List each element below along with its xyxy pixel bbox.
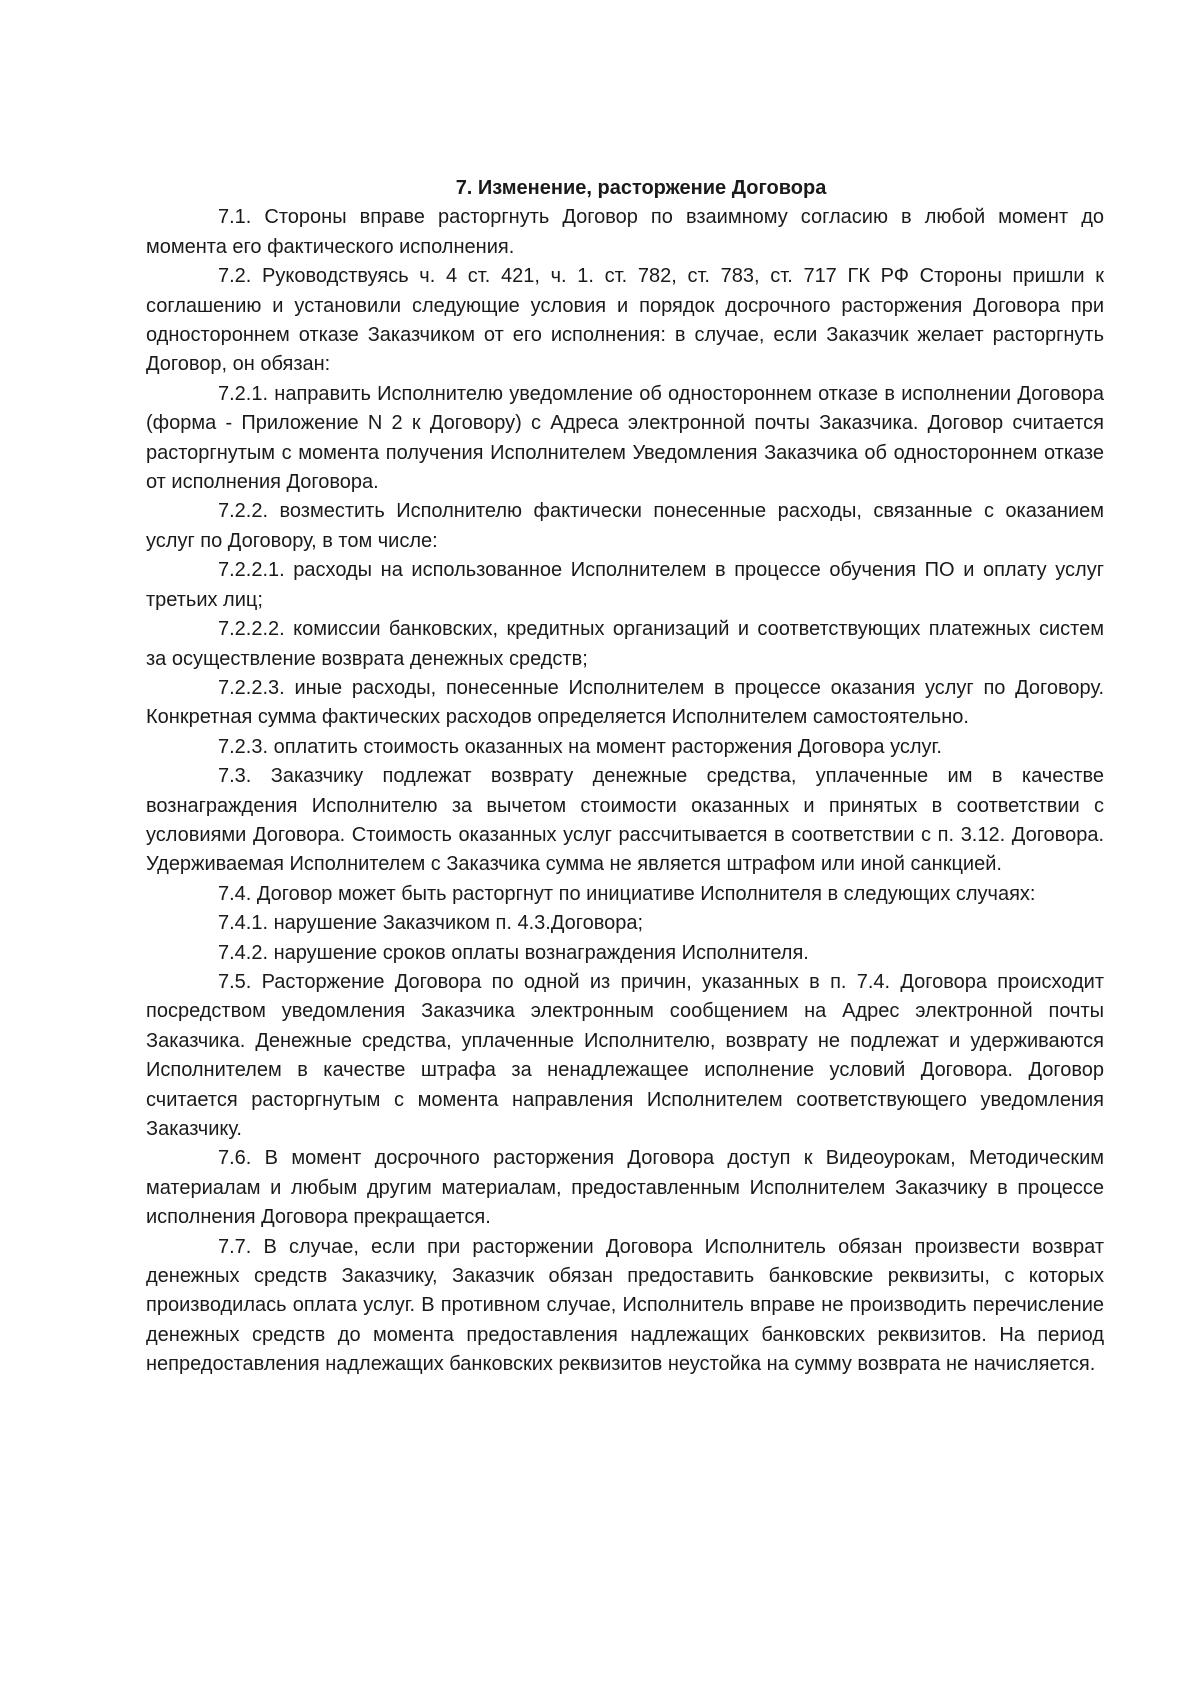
clause-7-2-2-3: 7.2.2.3. иные расходы, понесенные Исполнителем в процессе оказания услуг по Договору. Конкретная сумма фактических расходов определяется Исполнителем самостоятельно.	[146, 676, 1104, 729]
clause-7-7: 7.7. В случае, если при расторжении Договора Исполнитель обязан произвести возврат денежных средств Заказчику, Заказчик обязан предоставить банковские реквизиты, с которых производилась оплата услуг. В противном случае, Исполнитель вправе не производить перечисление денежных средств до момента предоставления надлежащих банковских реквизитов. На период непредоставления надлежащих банковских реквизитов неустойка на сумму возврата не начисляется.	[146, 1235, 1104, 1376]
clause-7-4-1: 7.4.1. нарушение Заказчиком п. 4.3.Договора;	[218, 912, 644, 935]
document-body	[146, 174, 1104, 1380]
clause-7-2-1: 7.2.1. направить Исполнителю уведомление об одностороннем отказе в исполнении Договора (форма - Приложение N 2 к Договору) с Адреса электронной почты Заказчика. Договор считается расторгнутым с момента получения Исполнителем Уведомления Заказчика об одностороннем отказе от исполнения Договора.	[146, 382, 1104, 494]
clause-7-4: 7.4. Договор может быть расторгнут по инициативе Исполнителя в следующих случаях:	[218, 882, 1036, 905]
clause-7-2-2: 7.2.2. возместить Исполнителю фактически понесенные расходы, связанные с оказанием услуг по Договору, в том числе:	[146, 500, 1104, 552]
clause-7-2-2-2: 7.2.2.2. комиссии банковских, кредитных организаций и соответствующих платежных систем за осуществление возврата денежных средств;	[146, 618, 1104, 670]
clause-7-5: 7.5. Расторжение Договора по одной из причин, указанных в п. 7.4. Договора происходит посредством уведомления Заказчика электронным сообщением на Адрес электронной почты Заказчика. Денежные средства, уплаченные Исполнителю, возврату не подлежат и удерживаются Исполнителем в качестве штрафа за ненадлежащее исполнение условий Договора. Договор считается расторгнутым с момента направления Исполнителем соответствующего уведомления Заказчику.	[146, 970, 1104, 1140]
clause-7-6: 7.6. В момент досрочного расторжения Договора доступ к Видеоурокам, Методическим материалам и любым другим материалам, предоставленным Исполнителем Заказчику в процессе исполнения Договора прекращается.	[146, 1147, 1104, 1229]
clause-7-2: 7.2. Руководствуясь ч. 4 ст. 421, ч. 1. ст. 782, ст. 783, ст. 717 ГК РФ Стороны пришли к соглашению и установили следующие условия и порядок досрочного расторжения Договора при одностороннем отказе Заказчиком от его исполнения: в случае, если Заказчик желает расторгнуть Договор, он обязан:	[146, 265, 1104, 376]
clause-7-1: 7.1. Стороны вправе расторгнуть Договор по взаимному согласию в любой момент до момента его фактического исполнения.	[146, 206, 1104, 258]
clause-7-3: 7.3. Заказчику подлежат возврату денежные средства, уплаченные им в качестве вознаграждения Исполнителю за вычетом стоимости оказанных и принятых в соответствии с условиями Договора. Стоимость оказанных услуг рассчитывается в соответствии с п. 3.12. Договора. Удерживаемая Исполнителем с Заказчика сумма не является штрафом или иной санкцией.	[146, 765, 1104, 876]
clause-7-2-3: 7.2.3. оплатить стоимость оказанных на момент расторжения Договора услуг.	[218, 735, 942, 758]
clause-7-4-2: 7.4.2. нарушение сроков оплаты вознаграждения Исполнителя.	[218, 941, 809, 964]
section-title: 7. Изменение, расторжение Договора	[455, 177, 827, 199]
clause-7-2-2-1: 7.2.2.1. расходы на использованное Исполнителем в процессе обучения ПО и оплату услуг третьих лиц;	[146, 559, 1104, 611]
